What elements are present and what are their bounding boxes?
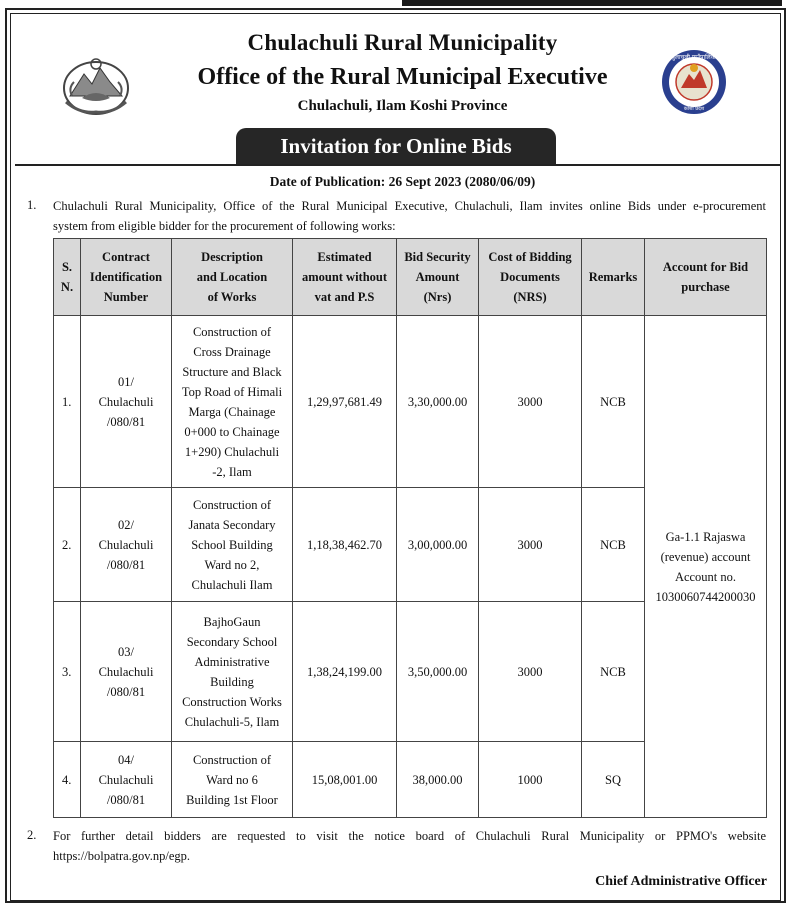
cell-estimated: 1,29,97,681.49 (293, 316, 397, 488)
cell-sn: 2. (54, 488, 81, 602)
office-title: Office of the Rural Municipal Executive (197, 64, 608, 90)
cell-sn: 3. (54, 602, 81, 742)
publication-date: Date of Publication: 26 Sept 2023 (2080/06/09) (269, 174, 536, 189)
cell-sn: 1. (54, 316, 81, 488)
paragraph-number-1: 1. (27, 198, 37, 212)
header-estimated: Estimated amount without vat and P.S (293, 239, 397, 316)
cell-estimated: 1,18,38,462.70 (293, 488, 397, 602)
header-sn: S. N. (54, 239, 81, 316)
cell-contract: 01/ Chulachuli /080/81 (81, 316, 172, 488)
cell-remarks: NCB (582, 602, 645, 742)
table-row (54, 316, 767, 488)
seal-bottom-text: कोशी प्रदेश (683, 106, 705, 112)
cell-contract: 02/ Chulachuli /080/81 (81, 488, 172, 602)
municipality-title: Chulachuli Rural Municipality (247, 30, 558, 55)
cell-remarks: SQ (582, 742, 645, 818)
cell-cost: 3000 (479, 602, 582, 742)
cell-remarks: NCB (582, 488, 645, 602)
header-cost: Cost of Bidding Documents (NRS) (479, 239, 582, 316)
cell-security: 3,00,000.00 (397, 488, 479, 602)
paragraph-2-line-1: For further detail bidders are requested to visit the notice board of Chulachuli Rural Municipality or PPMO's website (53, 829, 766, 843)
paragraph-1-line-2: system from eligible bidder for the procurement of following works: (53, 219, 396, 233)
banner-text: Invitation for Online Bids (280, 133, 512, 158)
notice-banner (236, 128, 556, 164)
signatory-title: Chief Administrative Officer (595, 874, 767, 889)
banner-divider (15, 164, 780, 166)
cell-estimated: 15,08,001.00 (293, 742, 397, 818)
cell-contract: 04/ Chulachuli /080/81 (81, 742, 172, 818)
header-security: Bid Security Amount (Nrs) (397, 239, 479, 316)
cell-cost: 3000 (479, 488, 582, 602)
cell-cost: 1000 (479, 742, 582, 818)
cell-description: Construction of Janata Secondary School Building Ward no 2, Chulachuli Ilam (172, 488, 293, 602)
cell-sn: 4. (54, 742, 81, 818)
cell-description: Construction of Cross Drainage Structure and Black Top Road of Himali Marga (Chainage 0+000 to Chainage 1+290) Chulachuli -2, Ilam (172, 316, 293, 488)
cell-contract: 03/ Chulachuli /080/81 (81, 602, 172, 742)
cell-description: Construction of Ward no 6 Building 1st Floor (172, 742, 293, 818)
header-description: Description and Location of Works (172, 239, 293, 316)
cell-security: 3,30,000.00 (397, 316, 479, 488)
cell-security: 3,50,000.00 (397, 602, 479, 742)
cell-account: Ga-1.1 Rajaswa (revenue) account Account no. 1030060744200030 (645, 316, 767, 818)
cell-description: BajhoGaun Secondary School Administrative Building Construction Works Chulachuli-5, Ilam (172, 602, 293, 742)
header-contract: Contract Identification Number (81, 239, 172, 316)
header-remarks: Remarks (582, 239, 645, 316)
cell-cost: 3000 (479, 316, 582, 488)
top-edge-strip (402, 0, 782, 6)
header-account: Account for Bid purchase (645, 239, 767, 316)
ppmo-website-link[interactable]: https://bolpatra.gov.np/egp. (53, 849, 191, 863)
paragraph-1-line-1: Chulachuli Rural Municipality, Office of the Rural Municipal Executive, Chulachuli, Ilam invites online Bids under e-procurement (53, 199, 766, 213)
paragraph-number-2: 2. (27, 828, 37, 842)
seal-top-text: चुलाचुली गाउँपालिका (671, 54, 717, 61)
address-line: Chulachuli, Ilam Koshi Province (297, 98, 508, 114)
cell-security: 38,000.00 (397, 742, 479, 818)
cell-remarks: NCB (582, 316, 645, 488)
cell-estimated: 1,38,24,199.00 (293, 602, 397, 742)
table-header-row (54, 239, 767, 316)
bids-table (53, 238, 767, 818)
